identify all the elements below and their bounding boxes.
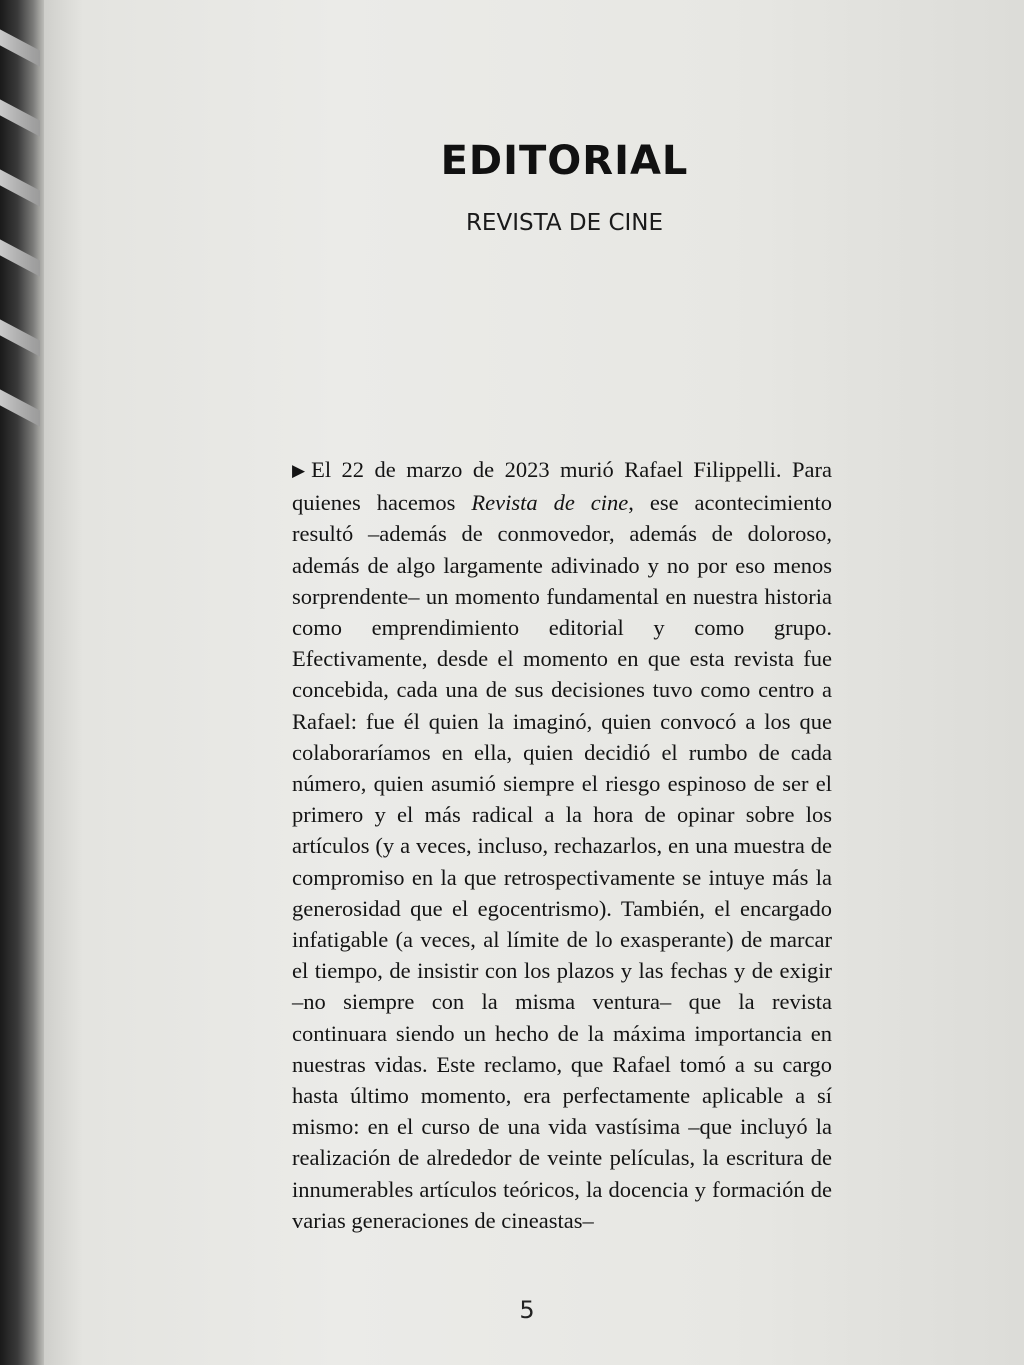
facing-page-image-stripe (0, 319, 40, 356)
page-subtitle: REVISTA DE CINE (465, 210, 664, 236)
page-number: 5 (519, 1296, 535, 1324)
facing-page-image-stripe (0, 239, 40, 276)
magazine-name-italic: Revista de cine (471, 490, 629, 516)
triangle-marker-icon: ▶ (292, 461, 306, 481)
facing-page-edge (0, 0, 44, 1365)
facing-page-image-stripe (0, 99, 40, 136)
paragraph-text-rest: , ese acontecimiento resultó –además de conmovedor, además de doloroso, además de algo largamente adivinado y no por eso menos sorprendente– un momento fundamental en nuestra historia como emprendimiento editorial y como grupo. Efectivamente, desde el momento en que esta revista fue concebida, cada una de sus decisiones tuvo como centro a Rafael: fue él quien la imaginó, quien convocó a los que colaboraríamos en ella, quien decidió el rumbo de cada número, quien asumió siempre el riesgo espinoso de ser el primero y el más radical a la hora de opinar sobre los artículos (y a veces, incluso, rechazarlos, en una muestra de compromiso en la que retrospectivamente se intuye más la generosidad que el egocentrismo). También, el encargado infatigable (a veces, al límite de lo exasperante) de marcar el tiempo, de insistir con los plazos y las fechas y de exigir –no siempre con la misma ventura– que la revista continuara siendo un hecho de la máxima importancia en nuestras vidas. Este reclamo, que Rafael tomó a su cargo hasta último momento, era perfectamente aplicable a sí mismo: en el curso de una vida vastísima –que incluyó la realización de alrededor de veinte películas, la escritura de innumerables artículos teóricos, la docencia y formación de varias generaciones de cineastas– (292, 490, 832, 1233)
facing-page-image-stripe (0, 389, 40, 426)
page-title: EDITORIAL (440, 138, 689, 184)
paragraph-text-start: El 22 de marzo de 2023 murió Rafael Filippelli. Para quienes hacemos (292, 457, 832, 516)
facing-page-image-stripe (0, 29, 40, 66)
editorial-paragraph (292, 454, 832, 1236)
